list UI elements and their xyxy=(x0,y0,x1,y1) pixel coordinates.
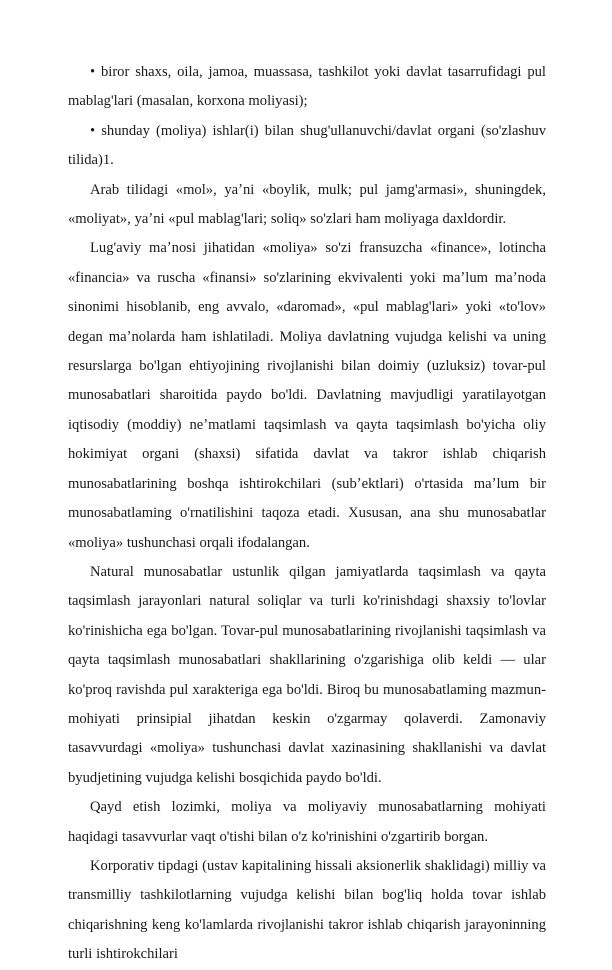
paragraph-bullet-2: • shunday (moliya) ishlar(i) bilan shug'ullanuvchi/davlat organi (so'zlashuv tilida)1. xyxy=(68,122,546,169)
paragraph-korporativ-tipdagi: Korporativ tipdagi (ustav kapitalining hissali aksionerlik shaklidagi) milliy va transmilliy tashkilotlarning vujudga kelishi bilan bog'liq holda tovar ishlab chiqarishning keng ko'lamlarda rivojlanishi takror ishlab chiqarish jarayoninning turli ishtirokchilari xyxy=(68,857,546,963)
paragraph-arab-tilidagi: Arab tilidagi «mol», yaʼni «boylik, mulk; pul jamg'armasi», shuningdek, «moliyat», yaʼni «pul mablag'lari; soliq» so'zlari ham moliyaga daxldordir. xyxy=(68,181,546,228)
paragraph-natural-munosabatlar: Natural munosabatlar ustunlik qilgan jamiyatlarda taqsimlash va qayta taqsimlash jarayonlari natural soliqlar va turli ko'rinishdagi shaxsiy to'lovlar ko'rinishicha ega bo'lgan. Tovar-pul munosabatlarining rivojlanishi taqsimlash va qayta taqsimlash munosabatlari shakllarining o'zgarishiga olib keldi — ular ko'proq ravishda pul xarakteriga ega bo'ldi. Biroq bu munosabatlaming mazmun-mohiyati prinsipial jihatdan keskin o'zgarmay qolaverdi. Zamonaviy tasavvurdagi «moliya» tushunchasi davlat xazinasining shakllanishi va davlat byudjetining vujudga kelishi bosqichida paydo bo'ldi. xyxy=(68,563,546,786)
paragraph-qayd-etish: Qayd etish lozimki, moliya va moliyaviy munosabatlarning mohiyati haqidagi tasavvurlar vaqt o'tishi bilan o'z ko'rinishini o'zgartirib borgan. xyxy=(68,799,546,845)
paragraph-lugaviy-manosi: Lug'aviy maʼnosi jihatidan «moliya» so'zi fransuzcha «finance», lotincha «financia» va ruscha «finansi» so'zlarining ekvivalenti yoki maʼlum maʼnoda sinonimi hisoblanib, eng avvalo, «daromad», «pul mablag'lari» yoki «to'lov» degan maʼnolarda ham ishlatiladi. Moliya davlatning vujudga kelishi va uning resurslarga bo'lgan ehtiyojining rivojlanishi bilan doimiy (uzluksiz) tovar-pul munosabatlari sharoitida paydo bo'ldi. Davlatning mavjudligi yaratilayotgan iqtisodiy (moddiy) neʼmatlami taqsimlash va qayta taqsimlash bo'yicha oliy hokimiyat organi (shaxsi) sifatida davlat va takror ishlab chiqarish munosabatlarining boshqa ishtirokchilari (subʼektlari) o'rtasida maʼlum bir munosabatlaming o'rnatilishini taqoza etadi. Xususan, ana shu munosabatlar «moliya» tushunchasi orqali ifodalangan. xyxy=(68,240,546,551)
paragraph-bullet-1: • biror shaxs, oila, jamoa, muassasa, tashkilot yoki davlat tasarrufidagi pul mablag'lari (masalan, korxona moliyasi); xyxy=(68,64,546,110)
document-text-column xyxy=(68,58,546,970)
